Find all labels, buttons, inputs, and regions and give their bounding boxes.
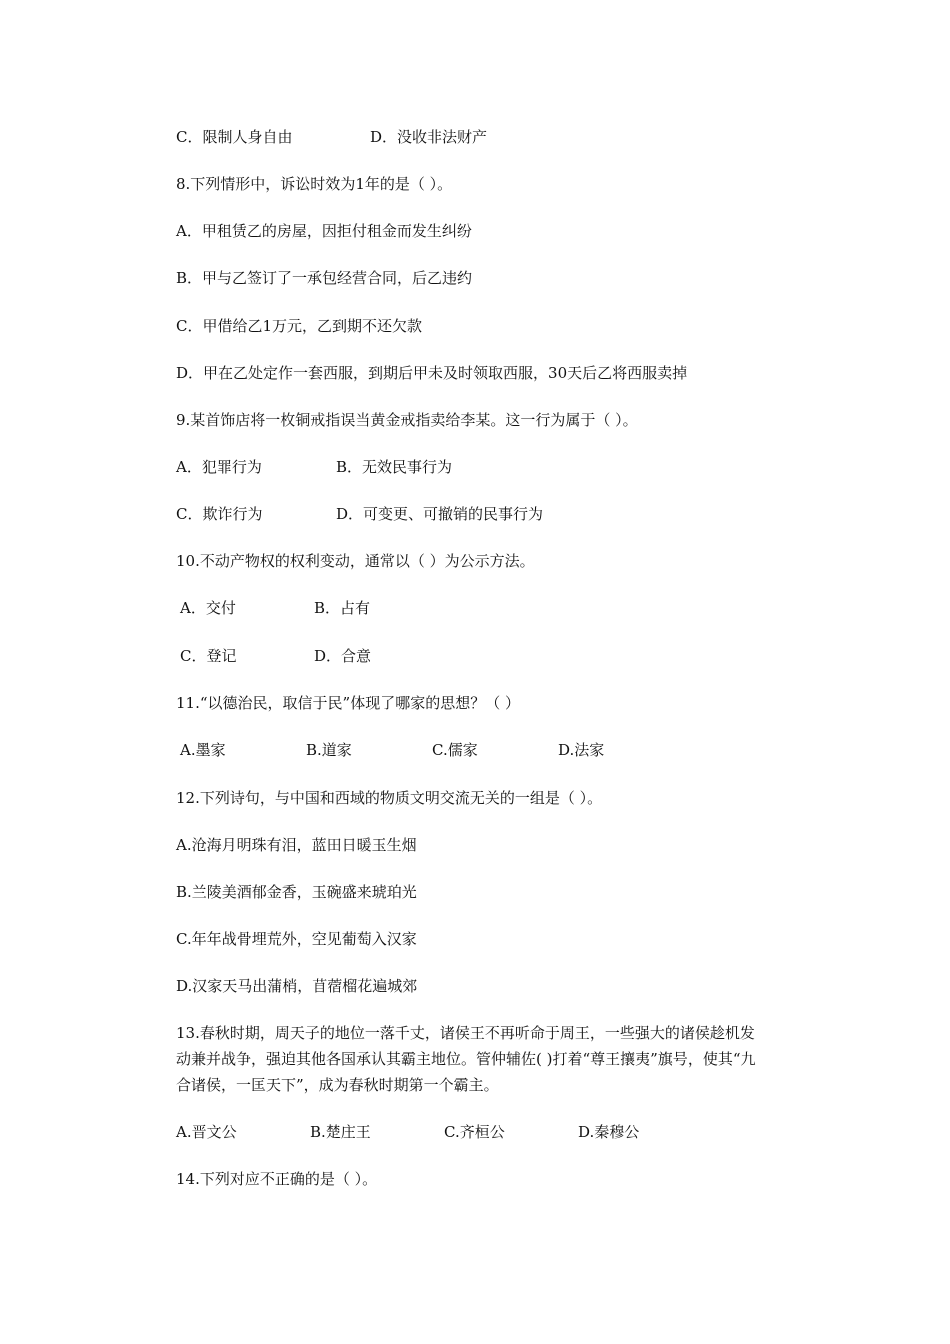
- q12-option-a: A.沧海月明珠有泪，蓝田日暖玉生烟: [176, 836, 417, 854]
- q13-stem-line-3: 合诸侯，一匡天下”，成为春秋时期第一个霸主。: [176, 1076, 499, 1094]
- q11-option-b: B.道家: [306, 741, 352, 759]
- q14-stem: 14.下列对应不正确的是（ ）。: [176, 1170, 378, 1188]
- q9-stem: 9.某首饰店将一枚铜戒指误当黄金戒指卖给李某。这一行为属于（ ）。: [176, 411, 638, 429]
- q8-stem: 8.下列情形中，诉讼时效为1年的是（ ）。: [176, 175, 453, 193]
- q13-option-b: B.楚庄王: [310, 1123, 371, 1141]
- q8-option-b: B．甲与乙签订了一承包经营合同，后乙违约: [176, 269, 473, 287]
- q11-option-d: D.法家: [558, 741, 605, 759]
- q7-option-d: D．没收非法财产: [370, 128, 488, 146]
- q9-option-c: C．欺诈行为: [176, 505, 263, 523]
- q12-option-b: B.兰陵美酒郁金香，玉碗盛来琥珀光: [176, 883, 417, 901]
- q13-option-d: D.秦穆公: [578, 1123, 640, 1141]
- q12-stem: 12.下列诗句，与中国和西域的物质文明交流无关的一组是（ ）。: [176, 789, 603, 807]
- q10-stem: 10.不动产物权的权利变动，通常以（ ）为公示方法。: [176, 552, 535, 570]
- q10-option-a: A．交付: [180, 599, 236, 617]
- q8-option-d: D．甲在乙处定作一套西服，到期后甲未及时领取西服，30天后乙将西服卖掉: [176, 364, 688, 382]
- q8-option-a: A．甲租赁乙的房屋，因拒付租金而发生纠纷: [176, 222, 472, 240]
- q10-option-c: C．登记: [180, 647, 237, 665]
- q10-option-b: B．占有: [314, 599, 371, 617]
- q8-option-c: C．甲借给乙1万元，乙到期不还欠款: [176, 317, 423, 335]
- q13-stem-line-1: 13.春秋时期，周天子的地位一落千丈，诸侯王不再听命于周王，一些强大的诸侯趁机发: [176, 1024, 755, 1042]
- q9-option-b: B．无效民事行为: [336, 458, 453, 476]
- q12-option-d: D.汉家天马出蒲梢，苜蓿榴花遍城郊: [176, 977, 418, 995]
- q9-option-d: D．可变更、可撤销的民事行为: [336, 505, 544, 523]
- q12-option-c: C.年年战骨埋荒外，空见葡萄入汉家: [176, 930, 417, 948]
- q11-stem: 11.“以德治民，取信于民”体现了哪家的思想？（ ）: [176, 694, 520, 712]
- q7-option-c: C．限制人身自由: [176, 128, 293, 146]
- q10-option-d: D．合意: [314, 647, 372, 665]
- q13-option-c: C.齐桓公: [444, 1123, 505, 1141]
- q13-stem-line-2: 动兼并战争，强迫其他各国承认其霸主地位。管仲辅佐( )打着“尊王攘夷”旗号，使其“九: [176, 1050, 756, 1068]
- q11-option-c: C.儒家: [432, 741, 478, 759]
- q9-option-a: A．犯罪行为: [176, 458, 262, 476]
- q13-option-a: A.晋文公: [176, 1123, 237, 1141]
- q11-option-a: A.墨家: [180, 741, 226, 759]
